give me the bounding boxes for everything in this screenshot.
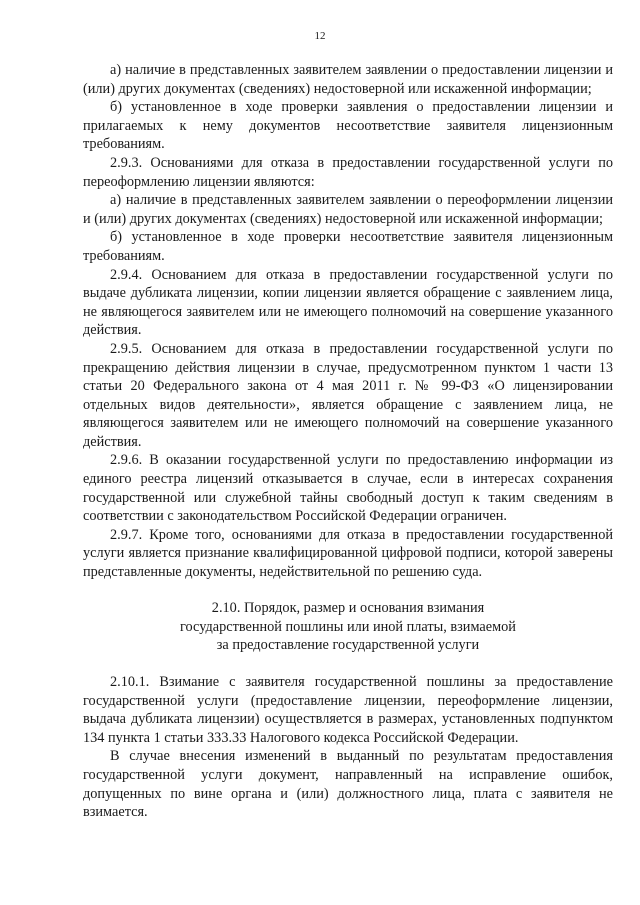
- paragraph-2-9-3: 2.9.3. Основаниями для отказа в предоставлении государственной услуги по переоформлению лицензии являются:: [83, 154, 613, 190]
- section-heading-2-10: [83, 599, 613, 655]
- body-section-2-9: [83, 61, 613, 582]
- paragraph-fee-exemption: В случае внесения изменений в выданный по результатам предоставления государственной услуги документ, направленный на исправление ошибок, допущенных по вине органа и (или) должностного лица, плата с заявителя не взимается.: [83, 748, 613, 821]
- paragraph-2-9-4: 2.9.4. Основанием для отказа в предоставлении государственной услуги по выдаче дубликата лицензии, копии лицензии является обращение с заявлением лица, не являющегося заявителем или не имеющего полномочий на совершение указанного действия.: [83, 266, 613, 339]
- paragraph-a-reissue: а) наличие в представленных заявителем заявлении о переоформлении лицензии и (или) других документах (сведениях) недостоверной или искаженной информации;: [83, 192, 613, 227]
- paragraph-2-9-6: 2.9.6. В оказании государственной услуги по предоставлению информации из единого реестра лицензий отказывается в случае, если в интересах сохранения государственной или служебной тайны свободный доступ к таким сведениям в соответствии с законодательством Российской Федерации ограничен.: [83, 452, 613, 525]
- paragraph-2-9-7: 2.9.7. Кроме того, основаниями для отказа в предоставлении государственной услуги является признание квалифицированной цифровой подписи, которой заверены представленные документы, недействительной по решению суда.: [83, 526, 613, 581]
- heading-line: государственной пошлины или иной платы, взимаемой: [180, 618, 516, 635]
- body-section-2-10: [83, 673, 613, 822]
- page-number: 12: [314, 30, 326, 42]
- paragraph-b-reissue: б) установленное в ходе проверки несоответствие заявителя лицензионным требованиям.: [83, 229, 613, 264]
- paragraph-2-10-1: 2.10.1. Взимание с заявителя государственной пошлины за предоставление государственной услуги (предоставление лицензии, переоформление лицензии, выдача дубликата лицензии) осуществляется в размерах, установленных подпунктом 134 пункта 1 статьи 333.33 Налогового кодекса Российской Федерации.: [83, 674, 613, 746]
- paragraph-a-license: а) наличие в представленных заявителем заявлении о предоставлении лицензии и (или) других документах (сведениях) недостоверной или искаженной информации;: [83, 62, 613, 97]
- heading-line: 2.10. Порядок, размер и основания взимания: [211, 600, 485, 616]
- paragraph-2-9-5: 2.9.5. Основанием для отказа в предоставлении государственной услуги по прекращению действия лицензии в случае, предусмотренном пунктом 1 части 13 статьи 20 Федерального закона от 4 мая 2011 г. № 99-ФЗ «О лицензировании отдельных видов деятельности», является обращение с заявлением лица, не являющегося заявителем или не имеющего полномочий на совершение указанного действия.: [83, 340, 613, 450]
- paragraph-b-license: б) установленное в ходе проверки заявления о предоставлении лицензии и прилагаемых к нему документов несоответствие заявителя лицензионным требованиям.: [83, 99, 613, 153]
- heading-line: за предоставление государственной услуги: [216, 637, 480, 654]
